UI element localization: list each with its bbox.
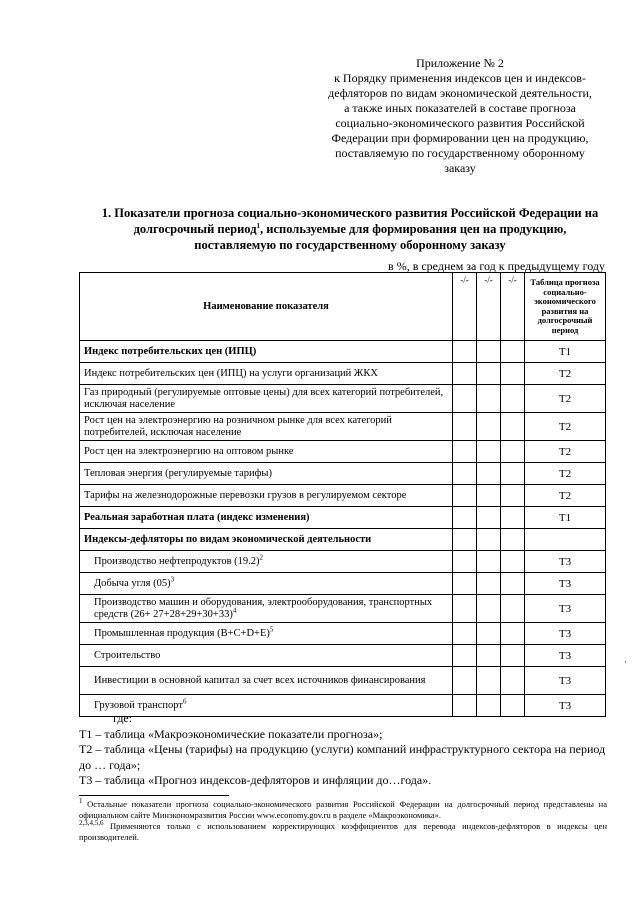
row-label — [80, 573, 453, 595]
row-label — [80, 595, 453, 623]
row-ref: Т3 — [525, 551, 606, 573]
section-title-part2: , используемые для формирования цен на продукцию, поставляемую по государственному оборонному заказу — [194, 222, 567, 252]
footnotes — [79, 799, 607, 843]
empty-cell — [453, 485, 477, 507]
row-ref: Т2 — [525, 385, 606, 413]
header-indicator-name: Наименование показателя — [80, 273, 453, 341]
row-label — [80, 551, 453, 573]
empty-cell — [477, 623, 501, 645]
empty-cell — [501, 413, 525, 441]
row-label-text: Промышленная продукция (B+C+D+E) — [94, 627, 270, 639]
row-label: Реальная заработная плата (индекс изменения) — [80, 507, 453, 529]
empty-cell — [477, 341, 501, 363]
footnote-mark: 3 — [170, 575, 175, 583]
empty-cell — [453, 551, 477, 573]
table-row — [80, 595, 606, 623]
empty-cell — [477, 485, 501, 507]
empty-cell — [477, 441, 501, 463]
legend-t1: Т1 – таблица «Макроэкономические показатели прогноза»; — [79, 726, 383, 741]
appendix-line: к Порядку применения индексов цен и индексов- — [334, 71, 586, 85]
section-title-part1: 1. Показатели прогноза социально-экономического развития Российской Федерации на долгосрочный период — [101, 206, 599, 236]
table-row — [80, 645, 606, 667]
empty-cell — [501, 623, 525, 645]
appendix-line: а также иных показателей в составе прогноза — [344, 101, 576, 115]
header-dash-col: -/- — [477, 273, 501, 341]
appendix-line: поставляемую по государственному оборонному — [335, 146, 585, 160]
empty-cell — [501, 441, 525, 463]
table-row — [80, 363, 606, 385]
empty-cell — [477, 573, 501, 595]
row-ref: Т3 — [525, 645, 606, 667]
row-label: Газ природный (регулируемые оптовые цены) для всех категорий потребителей, исключая население — [80, 385, 453, 413]
empty-cell — [501, 529, 525, 551]
row-ref: Т3 — [525, 595, 606, 623]
row-ref: Т2 — [525, 441, 606, 463]
empty-cell — [453, 645, 477, 667]
table-row — [80, 507, 606, 529]
indicators-table — [79, 272, 606, 717]
empty-cell — [453, 529, 477, 551]
table-row — [80, 341, 606, 363]
appendix-line: Федерации при формировании цен на продукцию, — [331, 131, 589, 145]
empty-cell — [453, 463, 477, 485]
row-ref: Т2 — [525, 463, 606, 485]
legend-where: где: — [113, 711, 133, 725]
table-legend — [79, 711, 607, 789]
table-row — [80, 667, 606, 695]
footnote-1-text: Остальные показатели прогноза социально-экономического развития Российской Федерации на долгосрочный период представлены на официальном сайте Минэкономразвития России www.economy.gov.ru в разделе «Макроэкономика». — [79, 799, 607, 820]
table-row — [80, 413, 606, 441]
empty-cell — [501, 507, 525, 529]
empty-cell — [501, 551, 525, 573]
empty-cell — [477, 529, 501, 551]
margin-mark: · — [624, 657, 627, 667]
footnote-mark: 4 — [232, 606, 237, 614]
section-title-footnote-mark: 1 — [256, 221, 261, 230]
empty-cell — [453, 573, 477, 595]
legend-t2: Т2 – таблица «Цены (тарифы) на продукцию (услуги) компаний инфраструктурного сектора на период до … года»; — [79, 742, 606, 772]
units-caption: в %, в среднем за год к предыдущему году — [388, 259, 605, 273]
empty-cell — [477, 551, 501, 573]
empty-cell — [477, 385, 501, 413]
appendix-line: социально-экономического развития Российской — [335, 116, 585, 130]
row-label: Индекс потребительских цен (ИПЦ) — [80, 341, 453, 363]
row-ref: Т3 — [525, 695, 606, 717]
section-title — [100, 205, 600, 253]
row-label: Индекс потребительских цен (ИПЦ) на услуги организаций ЖКХ — [80, 363, 453, 385]
row-label: Строительство — [80, 645, 453, 667]
empty-cell — [453, 623, 477, 645]
table-row — [80, 441, 606, 463]
empty-cell — [453, 667, 477, 695]
row-ref: Т1 — [525, 507, 606, 529]
empty-cell — [477, 363, 501, 385]
row-ref: Т3 — [525, 573, 606, 595]
empty-cell — [501, 573, 525, 595]
footnote-divider — [79, 795, 229, 796]
row-ref: Т3 — [525, 667, 606, 695]
table-row — [80, 463, 606, 485]
empty-cell — [501, 667, 525, 695]
footnote-2-6-text: Применяются только с использованием корректирующих коэффициентов для перевода индексов-дефляторов в индексы цен производителей. — [79, 821, 607, 842]
empty-cell — [453, 413, 477, 441]
row-ref: Т1 — [525, 341, 606, 363]
empty-cell — [501, 485, 525, 507]
row-label: Рост цен на электроэнергию на оптовом рынке — [80, 441, 453, 463]
footnote-2-6-mark: 2,3,4,5,6 — [79, 819, 104, 828]
table-row — [80, 529, 606, 551]
empty-cell — [453, 507, 477, 529]
row-label-text: Добыча угля (05) — [94, 577, 171, 589]
row-label-text: Грузовой транспорт — [94, 699, 183, 711]
empty-cell — [501, 463, 525, 485]
empty-cell — [501, 645, 525, 667]
table-header-row — [80, 273, 606, 341]
row-label: Индексы-дефляторы по видам экономической деятельности — [80, 529, 453, 551]
empty-cell — [453, 341, 477, 363]
footnote-mark: 2 — [259, 553, 264, 561]
table-row — [80, 551, 606, 573]
empty-cell — [501, 363, 525, 385]
empty-cell — [477, 507, 501, 529]
legend-t3: Т3 – таблица «Прогноз индексов-дефляторов и инфляции до…года». — [79, 773, 432, 787]
table-row — [80, 573, 606, 595]
footnote-2-6 — [79, 821, 607, 843]
row-ref — [525, 529, 606, 551]
empty-cell — [477, 413, 501, 441]
row-ref: Т2 — [525, 363, 606, 385]
empty-cell — [477, 463, 501, 485]
row-label: Тепловая энергия (регулируемые тарифы) — [80, 463, 453, 485]
footnote-mark: 5 — [269, 625, 274, 633]
footnote-1 — [79, 799, 607, 821]
footnote-1-mark: 1 — [79, 797, 83, 806]
table-row — [80, 385, 606, 413]
row-ref: Т2 — [525, 413, 606, 441]
row-label: Тарифы на железнодорожные перевозки грузов в регулируемом секторе — [80, 485, 453, 507]
empty-cell — [453, 595, 477, 623]
empty-cell — [501, 385, 525, 413]
empty-cell — [453, 363, 477, 385]
empty-cell — [477, 645, 501, 667]
table-row — [80, 623, 606, 645]
appendix-line: заказу — [444, 161, 476, 175]
footnote-mark: 6 — [182, 697, 187, 705]
appendix-line: дефляторов по видам экономической деятельности, — [328, 86, 592, 100]
empty-cell — [477, 595, 501, 623]
row-label-text: Производство нефтепродуктов (19.2) — [94, 555, 260, 567]
header-forecast-table: Таблица прогноза социально-экономического развития на долгосрочный период — [525, 273, 606, 341]
header-dash-col: -/- — [501, 273, 525, 341]
row-label-text: Производство машин и оборудования, электрооборудования, транспортных средств (26+ 27+28+29+30+33) — [94, 596, 433, 620]
row-ref: Т3 — [525, 623, 606, 645]
header-dash-col: -/- — [453, 273, 477, 341]
appendix-line: Приложение № 2 — [416, 56, 504, 70]
empty-cell — [453, 385, 477, 413]
row-label — [80, 623, 453, 645]
appendix-header — [300, 56, 620, 176]
row-label: Инвестиции в основной капитал за счет всех источников финансирования — [80, 667, 453, 695]
empty-cell — [501, 341, 525, 363]
row-label: Рост цен на электроэнергию на розничном рынке для всех категорий потребителей, исключая население — [80, 413, 453, 441]
empty-cell — [453, 441, 477, 463]
empty-cell — [477, 667, 501, 695]
row-ref: Т2 — [525, 485, 606, 507]
empty-cell — [501, 595, 525, 623]
table-row — [80, 485, 606, 507]
